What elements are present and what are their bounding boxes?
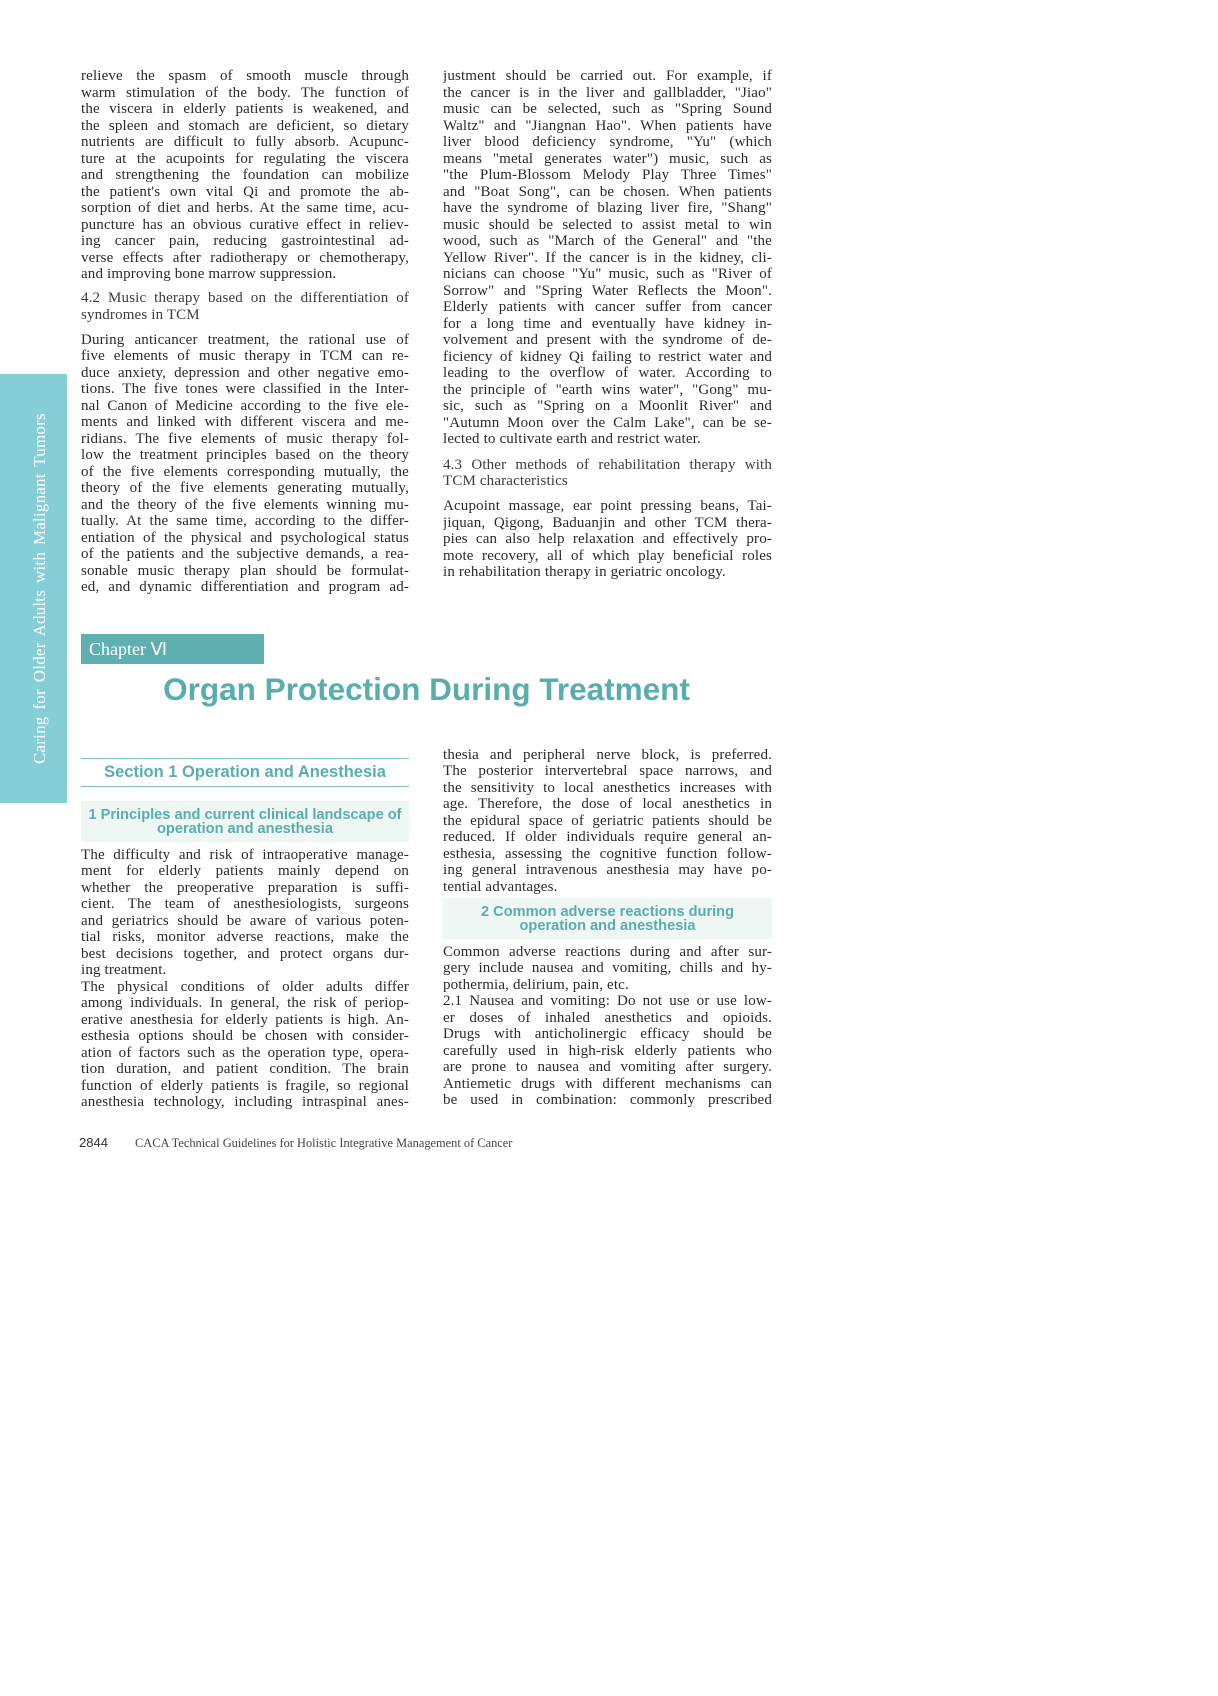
text-line: of the five elements corresponding mutually, the: [81, 463, 409, 480]
text-line: duce anxiety, depression and other negative emo-: [81, 364, 409, 381]
text-line: ing general intravenous anesthesia may have po-: [443, 862, 772, 879]
running-footer-title: CACA Technical Guidelines for Holistic Integrative Management of Cancer: [135, 1136, 513, 1150]
text-line: ridians. The five elements of music therapy fol-: [81, 430, 409, 447]
subsection-heading-line: operation and anesthesia: [157, 821, 333, 837]
text-line: tions. The five tones were classified in the Inter-: [81, 381, 409, 398]
text-line: wood, such as "March of the General" and "the: [443, 233, 772, 250]
text-line: be used in combination: commonly prescribed: [443, 1092, 772, 1109]
text-line: The posterior intervertebral space narrows, and: [443, 763, 772, 780]
paragraph: [443, 498, 772, 581]
text-line: ment for elderly patients mainly depend on: [81, 863, 409, 880]
sidebar-tab: [0, 374, 67, 803]
text-line: five elements of music therapy in TCM can re-: [81, 348, 409, 365]
text-line: the cancer is in the liver and gallbladder, "Jiao": [443, 84, 772, 101]
text-line: justment should be carried out. For example, if: [443, 68, 772, 85]
text-line: Sorrow" and "Spring Water Reflects the Moon".: [443, 282, 772, 299]
text-line: puncture has an obvious curative effect in reliev-: [81, 216, 409, 233]
text-line: reduced. If older individuals require general an-: [443, 829, 772, 846]
text-line: Acupoint massage, ear point pressing beans, Tai-: [443, 498, 772, 515]
text-line: anesthesia technology, including intraspinal anes-: [81, 1094, 409, 1111]
text-line: leading to the overflow of water. According to: [443, 365, 772, 382]
subsection-heading-line: 1 Principles and current clinical landscape of: [88, 807, 402, 823]
text-line: the spleen and stomach are deficient, so dietary: [81, 117, 409, 134]
text-line: age. Therefore, the dose of local anesthetics in: [443, 796, 772, 813]
text-line: of the patients and the subjective demands, a rea-: [81, 546, 409, 563]
text-line: music can be selected, such as "Spring Sound: [443, 101, 772, 118]
text-line: "the Plum-Blossom Melody Play Three Times": [443, 167, 772, 184]
text-line: sic, such as "Spring on a Moonlit River" and: [443, 398, 772, 415]
text-line: warm stimulation of the body. The function of: [81, 84, 409, 101]
text-line: music should be selected to assist metal to win: [443, 216, 772, 233]
subsection-heading-line: 2 Common adverse reactions during: [480, 904, 735, 920]
text-line: the viscera in elderly patients is weakened, and: [81, 101, 409, 118]
chapter-badge: [81, 634, 264, 664]
text-line: means "metal generates water") music, such as: [443, 150, 772, 167]
text-line: The physical conditions of older adults differ: [81, 978, 409, 995]
text-line: and strengthening the foundation can mobilize: [81, 167, 409, 184]
text-line: tion duration, and patient condition. The brain: [81, 1061, 409, 1078]
text-line: entiation of the physical and psychological status: [81, 529, 409, 546]
text-line: tential advantages.: [443, 878, 558, 895]
text-line: nutrients are difficult to fully absorb. Acupunc-: [81, 134, 409, 151]
text-line: sorption of diet and herbs. At the same time, acu-: [81, 200, 409, 217]
text-line: pothermia, delirium, pain, etc.: [443, 976, 629, 993]
text-line: the epidural space of geriatric patients should be: [443, 812, 772, 829]
subheading-4-2: [81, 290, 409, 323]
text-line: ture at the acupoints for regulating the viscera: [81, 150, 409, 167]
paragraph: [81, 68, 409, 283]
subsection-heading-2: [443, 898, 772, 939]
text-line: During anticancer treatment, the rational use of: [81, 331, 409, 348]
chapter-title: Organ Protection During Treatment: [163, 671, 690, 707]
text-line: Antiemetic drugs with different mechanisms can: [443, 1075, 772, 1092]
text-line: Drugs with anticholinergic efficacy should be: [443, 1026, 772, 1043]
text-line: the patient's own vital Qi and promote the ab-: [81, 183, 409, 200]
subsection-heading-1: [81, 801, 409, 842]
text-line: esthesia, assessing the cognitive function follow-: [443, 845, 772, 862]
text-line: ed, and dynamic differentiation and program ad-: [81, 579, 409, 596]
text-line: sonable music therapy plan should be formulat-: [81, 562, 409, 579]
text-line: function of elderly patients is fragile, so regional: [81, 1077, 409, 1094]
text-line: "Autumn Moon over the Calm Lake", can be se-: [443, 414, 772, 431]
section-body: [81, 847, 409, 1111]
text-line: esthesia options should be chosen with consider-: [81, 1028, 409, 1045]
subsection-heading-line: operation and anesthesia: [519, 918, 696, 934]
text-line: verse effects after radiotherapy or chemotherapy,: [81, 249, 409, 266]
page-number: 2844: [79, 1135, 108, 1150]
text-line: best decisions together, and protect organs dur-: [81, 945, 409, 962]
text-line: in rehabilitation therapy in geriatric oncology.: [443, 564, 726, 581]
text-line: gery include nausea and vomiting, chills and hy-: [443, 960, 772, 977]
text-line: ficiency of kidney Qi failing to restrict water and: [443, 348, 772, 365]
text-line: the principle of "earth wins water", "Gong" mu-: [443, 381, 772, 398]
text-line: and geriatrics should be aware of various poten-: [81, 912, 409, 929]
text-line: 2.1 Nausea and vomiting: Do not use or use low-: [443, 993, 772, 1010]
paragraph: [443, 993, 772, 1109]
text-line: nicians can choose "Yu" music, such as "River of: [443, 266, 772, 283]
text-line: for a long time and eventually have kidney in-: [443, 315, 772, 332]
sidebar-label: Caring for Older Adults with Malignant Tumors: [30, 413, 49, 764]
section-heading: Section 1 Operation and Anesthesia: [81, 758, 409, 787]
text-line: ation of factors such as the operation type, opera-: [81, 1044, 409, 1061]
text-line: ing treatment.: [81, 962, 167, 979]
chapter-label: Chapter Ⅵ: [89, 639, 168, 659]
text-line: erative anesthesia for elderly patients is high. An-: [81, 1011, 409, 1028]
text-line: nal Canon of Medicine according to the five ele-: [81, 397, 409, 414]
text-line: Yellow River". If the cancer is in the kidney, cli-: [443, 249, 772, 266]
text-line: thesia and peripheral nerve block, is preferred.: [443, 746, 772, 763]
text-line: liver blood deficiency syndrome, "Yu" (which: [443, 134, 772, 151]
text-line: cient. The team of anesthesiologists, surgeons: [81, 896, 409, 913]
text-line: and improving bone marrow suppression.: [81, 266, 337, 283]
text-line: whether the preoperative preparation is suffi-: [81, 879, 409, 896]
text-line: among individuals. In general, the risk of periop-: [81, 995, 409, 1012]
text-line: TCM characteristics: [443, 473, 568, 490]
text-line: carefully used in high-risk elderly patients who: [443, 1042, 772, 1059]
paragraph: [443, 747, 772, 896]
text-line: ing cancer pain, reducing gastrointestinal ad-: [81, 233, 409, 250]
text-line: low the treatment principles based on the theory: [81, 447, 409, 464]
text-line: volvement and present with the syndrome of de-: [443, 332, 772, 349]
text-line: er doses of inhaled anesthetics and opioids.: [443, 1009, 772, 1026]
text-line: Elderly patients with cancer suffer from cancer: [443, 299, 772, 316]
text-line: and the theory of the five elements winning mu-: [81, 496, 409, 513]
text-line: jiquan, Qigong, Baduanjin and other TCM thera-: [443, 514, 772, 531]
text-line: relieve the spasm of smooth muscle through: [81, 68, 409, 85]
text-line: are prone to nausea and vomiting after surgery.: [443, 1059, 772, 1076]
text-line: syndromes in TCM: [81, 306, 200, 323]
paragraph: [81, 979, 409, 1111]
paragraph: [443, 68, 772, 448]
paragraph: [81, 847, 409, 979]
text-line: 4.2 Music therapy based on the differentiation of: [81, 290, 409, 306]
text-line: mote recovery, all of which play beneficial roles: [443, 547, 772, 564]
text-line: and "Boat Song", can be chosen. When patients: [443, 183, 772, 200]
text-line: Common adverse reactions during and after sur-: [443, 943, 772, 960]
text-line: lected to cultivate earth and restrict water.: [443, 431, 701, 448]
text-line: theory of the five elements generating mutually,: [81, 480, 409, 497]
paragraph: [443, 944, 772, 994]
text-line: tually. At the same time, according to the differ-: [81, 513, 409, 530]
section-body: [443, 944, 772, 1109]
text-line: tial risks, monitor adverse reactions, make the: [81, 929, 409, 946]
subheading-4-3: [443, 457, 772, 490]
text-line: pies can also help relaxation and effectively pro-: [443, 531, 772, 548]
text-line: The difficulty and risk of intraoperative manage-: [81, 846, 409, 863]
paragraph: [81, 332, 409, 596]
text-line: the sensitivity to local anesthetics increases with: [443, 779, 772, 796]
text-line: Waltz" and "Jiangnan Hao". When patients have: [443, 117, 772, 134]
text-line: 4.3 Other methods of rehabilitation therapy with: [443, 456, 772, 473]
text-line: ments and linked with different viscera and me-: [81, 414, 409, 431]
text-line: have the syndrome of blazing liver fire, "Shang": [443, 200, 772, 217]
